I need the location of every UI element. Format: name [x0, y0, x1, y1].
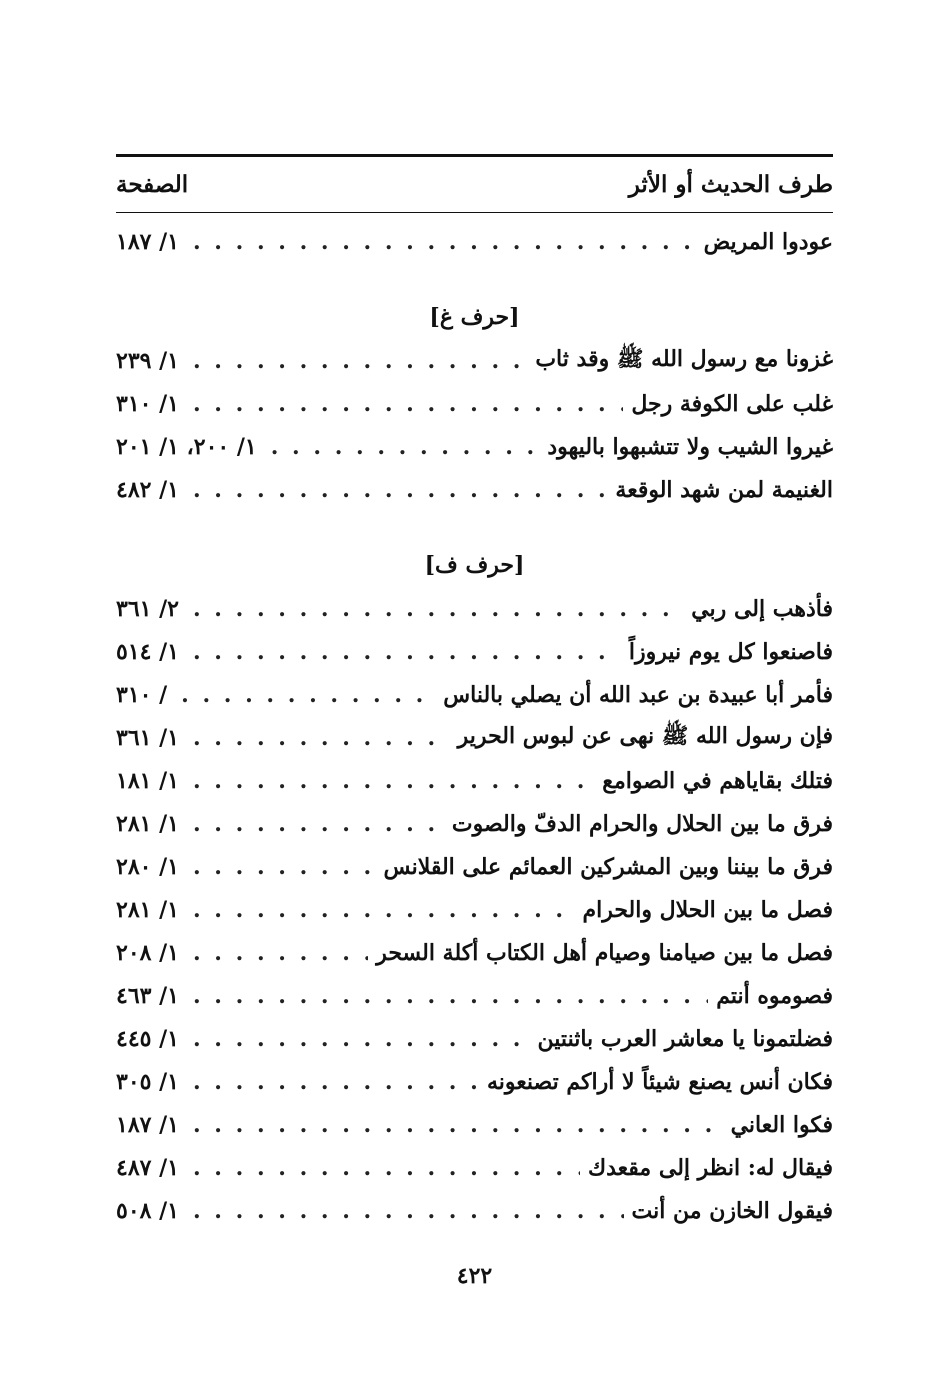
entry-page-ref: ١/ ٣٠٥: [116, 1069, 179, 1095]
entry-page-ref: ١/ ١٨١: [116, 768, 179, 794]
entry-text: فتلك بقاياهم في الصوامع: [602, 768, 833, 794]
entry-text: فاصنعوا كل يوم نيروزاً: [628, 639, 833, 665]
leader-dots: [193, 1112, 723, 1138]
entry-page-ref: ١/ ١٨٧: [116, 229, 179, 255]
entry-page-ref: / ٣١٠: [116, 682, 168, 708]
header-title: طرف الحديث أو الأثر: [628, 170, 833, 198]
entry-text: فأذهب إلى ربي: [691, 596, 833, 622]
list-item: [116, 1062, 833, 1102]
entry-text: فضلتمونا يا معاشر العرب باثنتين: [537, 1026, 833, 1052]
entry-page-ref: ١/ ٢٠٨: [116, 940, 179, 966]
entry-page-ref: ١/ ٥٠٨: [116, 1198, 179, 1224]
leader-dots: [193, 768, 594, 794]
header-page-column: الصفحة: [116, 170, 189, 198]
leader-dots: [193, 1198, 624, 1224]
entry-text: فكان أنس يصنع شيئاً لا أراكم تصنعونه: [487, 1069, 833, 1095]
entry-page-ref: ١/ ٢٣٩: [116, 348, 179, 374]
entry-page-ref: ١/ ٤٨٧: [116, 1155, 179, 1181]
list-item: [116, 675, 833, 715]
entry-page-ref: ١/ ٥١٤: [116, 639, 179, 665]
entry-text: غزونا مع رسول الله ﷺ وقد ثاب: [535, 346, 833, 372]
leader-dots: [193, 348, 527, 374]
leader-dots: [193, 983, 708, 1009]
leader-dots: [193, 229, 696, 255]
entry-text: فيقول الخازن من أنت: [631, 1198, 833, 1224]
page-number: ٤٢٢: [456, 1263, 493, 1289]
entry-page-ref: ١/ ٢٨٠: [116, 854, 179, 880]
entry-text: الغنيمة لمن شهد الوقعة: [615, 477, 833, 503]
entry-page-ref: ١/ ٤٤٥: [116, 1026, 179, 1052]
list-item: [116, 890, 833, 930]
entry-page-ref: ١/ ١٨٧: [116, 1112, 179, 1138]
leader-dots: [193, 1155, 580, 1181]
leader-dots: [193, 1069, 479, 1095]
list-item: [116, 804, 833, 844]
leader-dots: [193, 940, 368, 966]
leader-dots: [181, 682, 435, 708]
header-rule: [116, 212, 833, 213]
index-page: [116, 0, 833, 1375]
leader-dots: [193, 596, 683, 622]
leader-dots: [193, 897, 574, 923]
list-item: [116, 222, 833, 262]
leader-dots: [193, 854, 376, 880]
entry-text: غيروا الشيب ولا تتشبهوا باليهود: [547, 434, 833, 460]
entry-text: فرق ما بين الحلال والحرام الدفّ والصوت: [451, 811, 833, 837]
list-item: [116, 976, 833, 1016]
entry-text: فإن رسول الله ﷺ نهى عن لبوس الحرير: [457, 723, 833, 749]
list-item: [116, 632, 833, 672]
entry-text: فرق ما بيننا وبين المشركين العمائم على القلانس: [383, 854, 833, 880]
entry-text: فكوا العاني: [730, 1112, 833, 1138]
list-item: [116, 718, 833, 758]
entry-page-ref: ١/ ٢٨١: [116, 897, 179, 923]
leader-dots: [271, 434, 540, 460]
entry-page-ref: ١/ ٣١٠: [116, 391, 179, 417]
entry-page-ref: ٢/ ٣٦١: [116, 596, 179, 622]
entry-page-ref: ١/ ٤٨٢: [116, 477, 179, 503]
leader-dots: [193, 725, 450, 751]
list-item: [116, 761, 833, 801]
entry-text: فيقال له: انظر إلى مقعدك: [587, 1155, 833, 1181]
entry-text: غلب على الكوفة رجل: [631, 391, 833, 417]
leader-dots: [193, 639, 621, 665]
list-item: [116, 1191, 833, 1231]
table-header: [116, 166, 833, 202]
list-item: [116, 470, 833, 510]
list-item: [116, 1019, 833, 1059]
list-item: [116, 589, 833, 629]
top-rule: [116, 154, 833, 157]
list-item: [116, 847, 833, 887]
leader-dots: [193, 1026, 530, 1052]
list-item: [116, 341, 833, 381]
entry-text: فصوموه أنتم: [716, 983, 833, 1009]
leader-dots: [193, 477, 607, 503]
list-item: [116, 1105, 833, 1145]
entry-text: فأمر أبا عبيدة بن عبد الله أن يصلي بالناس: [443, 682, 833, 708]
entry-page-ref: ١/ ٢٨١: [116, 811, 179, 837]
leader-dots: [193, 391, 623, 417]
section-heading-ghayn: [حرف غ]: [429, 304, 520, 330]
list-item: [116, 427, 833, 467]
entry-page-ref: ١/ ٣٦١: [116, 725, 179, 751]
entry-page-ref: ١/ ٢٠٠، ١/ ٢٠١: [116, 434, 257, 460]
leader-dots: [193, 811, 444, 837]
entry-text: فصل ما بين صيامنا وصيام أهل الكتاب أكلة السحر: [376, 940, 833, 966]
list-item: [116, 384, 833, 424]
list-item: [116, 1148, 833, 1188]
entry-text: فصل ما بين الحلال والحرام: [582, 897, 833, 923]
entry-page-ref: ١/ ٤٦٣: [116, 983, 179, 1009]
entry-text: عودوا المريض: [703, 229, 833, 255]
list-item: [116, 933, 833, 973]
section-heading-fa: [حرف ف]: [424, 552, 525, 578]
